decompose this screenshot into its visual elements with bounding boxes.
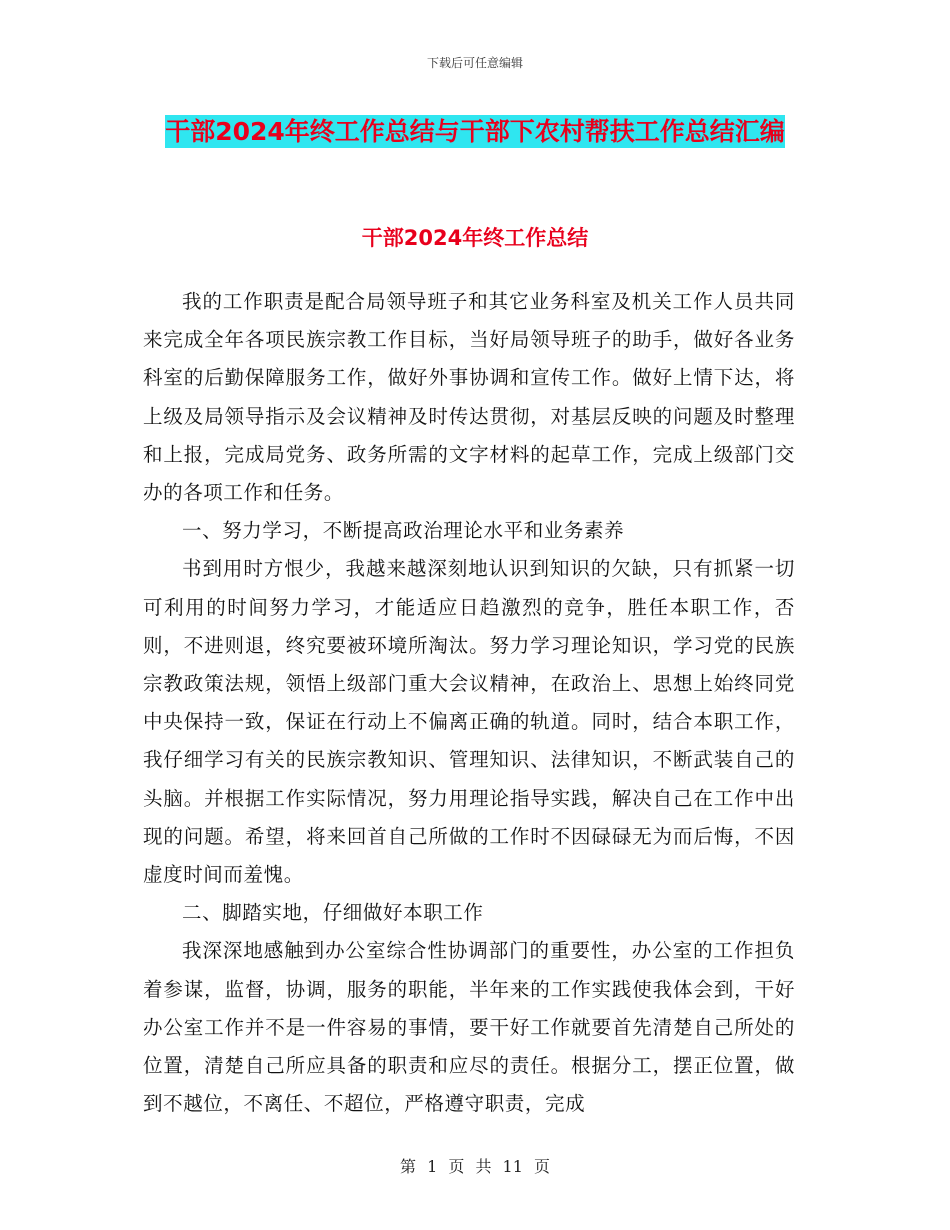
paragraph: 我深深地感触到办公室综合性协调部门的重要性，办公室的工作担负着参谋，监督，协调，服务的职能，半年来的工作实践使我体会到，干好办公室工作并不是一件容易的事情，要干好工作就要首先清楚自己所处的位置，清楚自己所应具备的职责和应尽的责任。根据分工，摆正位置，做到不越位，不离任、不超位，严格遵守职责，完成 [143, 939, 795, 1116]
header-note: 下载后可任意编辑 [426, 56, 523, 70]
document-title [140, 110, 810, 154]
page-footer: 第 1 页 共 11 页 [400, 1157, 550, 1176]
paragraph: 书到用时方恨少，我越来越深刻地认识到知识的欠缺，只有抓紧一切可利用的时间努力学习，才能适应日趋激烈的竞争，胜任本职工作，否则，不进则退，终究要被环境所淘汰。努力学习理论知识，学习党的民族宗教政策法规，领悟上级部门重大会议精神，在政治上、思想上始终同党中央保持一致，保证在行动上不偏离正确的轨道。同时，结合本职工作，我仔细学习有关的民族宗教知识、管理知识、法律知识，不断武装自己的头脑。并根据工作实际情况，努力用理论指导实践，解决自己在工作中出现的问题。希望，将来回首自己所做的工作时不因碌碌无为而后悔，不因虚度时间而羞愧。 [143, 557, 795, 887]
paragraph: 我的工作职责是配合局领导班子和其它业务科室及机关工作人员共同来完成全年各项民族宗教工作目标，当好局领导班子的助手，做好各业务科室的后勤保障服务工作，做好外事协调和宣传工作。做好上情下达，将上级及局领导指示及会议精神及时传达贯彻，对基层反映的问题及时整理和上报，完成局党务、政务所需的文字材料的起草工作，完成上级部门交办的各项工作和任务。 [143, 290, 795, 505]
document-title-text: 干部2024年终工作总结与干部下农村帮扶工作总结汇编 [165, 117, 785, 146]
paragraph-heading: 一、努力学习，不断提高政治理论水平和业务素养 [182, 519, 625, 543]
section-title: 干部2024年终工作总结 [361, 226, 589, 250]
paragraph-heading: 二、脚踏实地，仔细做好本职工作 [182, 901, 484, 925]
document-body [143, 283, 795, 1123]
